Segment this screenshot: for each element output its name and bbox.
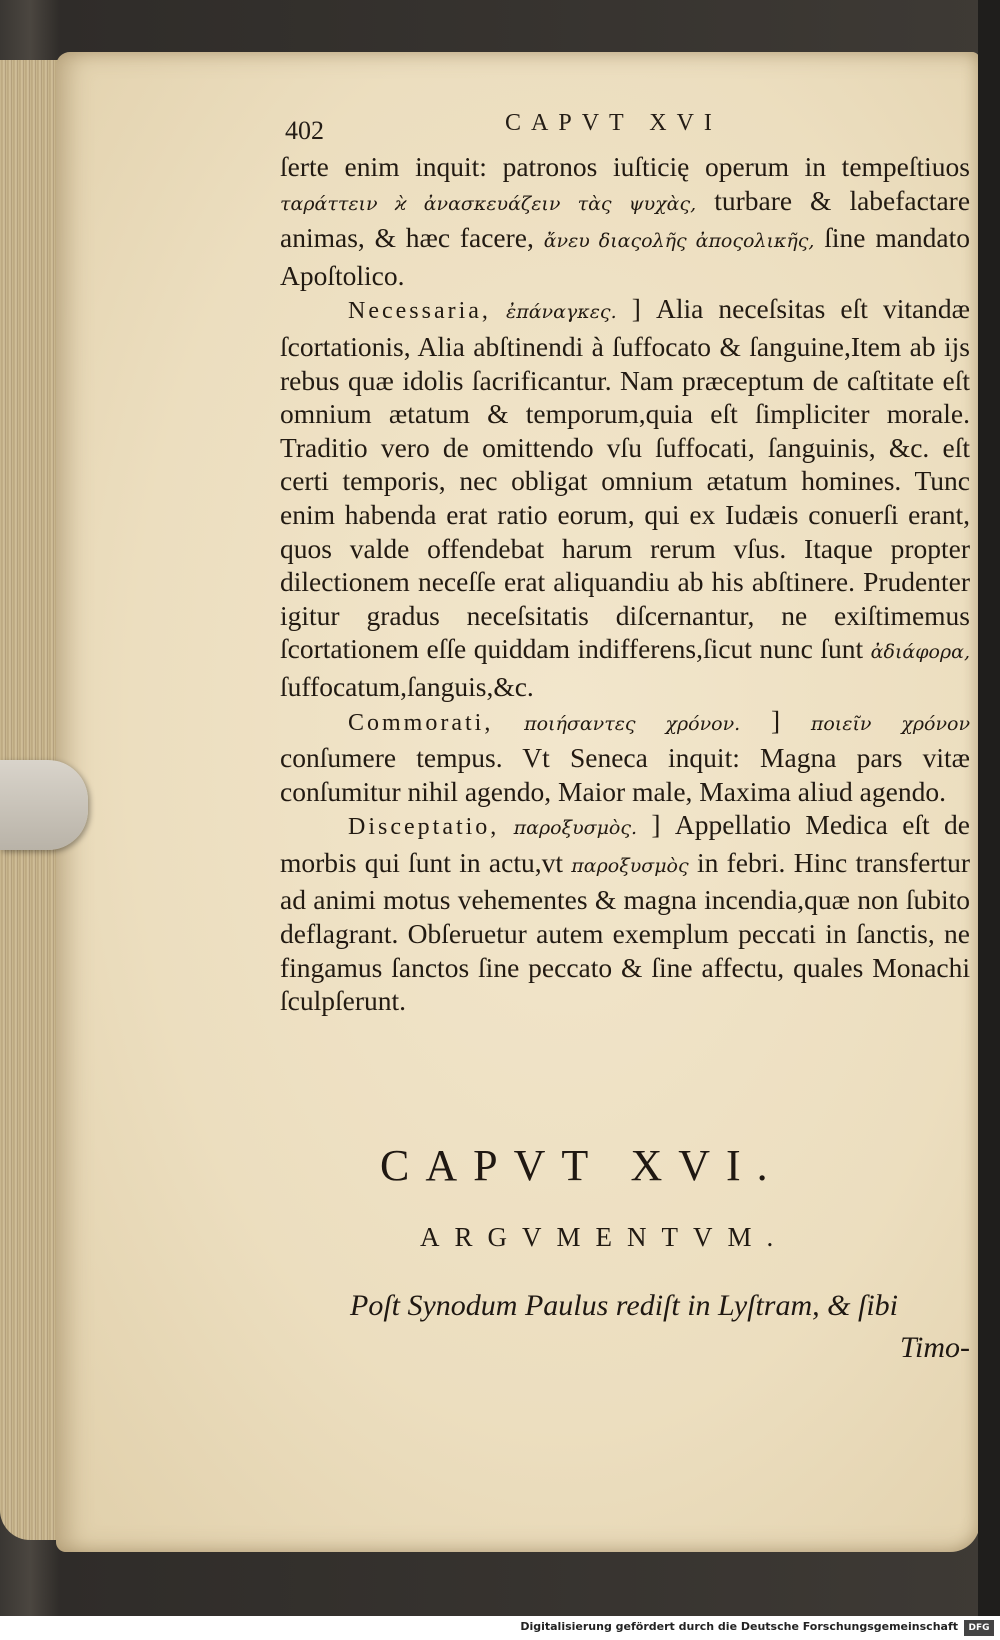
text-span: ſine mandato Apoſtolico. [280,222,971,291]
paragraph-commorati [280,704,970,809]
greek-phrase: παροξυσμὸς. [513,817,638,840]
greek-phrase: ἐπάναγκες. [506,301,617,324]
greek-phrase: ποιεῖν χρόνον [810,712,971,735]
text-span: ] Appellatio Medica eſt de morbis qui ſunt in actu,vt [280,809,970,878]
argument-text [350,1285,970,1369]
chapter-title: CAPVT XVI. [380,1141,784,1190]
text-span: ] Alia neceſsitas eſt vitandæ ſcortationis, Alia abſtinendi à ſuffocato & ſanguine,Item ab ijs rebus quæ idolis ſacrificantur. Nam præceptum de caſtitate eſt omnium ætatum & temporum,quia eſt ſimpliciter morale. Traditio vero de omittendo vſu ſuffocati, ſanguinis, &c. eſt certi temporis, nec obligat omnium ætatum homines. Tunc enim habenda erat ratio eorum, qui ex Iudæis conuerſi erant, quos valde offendebat harum rerum vſus. Itaque propter dilectionem neceſſe erat aliquandiu ab his abſtinere. Prudenter igitur gradus neceſsitatis diſcernantur, ne exiſtimemus ſcortationem eſſe quiddam indifferens,ſicut nunc ſunt [280,293,971,665]
text-span: ſuffocatum,ſanguis,&c. [280,670,534,702]
greek-phrase: ποιήσαντες χρόνον. [524,712,741,735]
greek-phrase: ταράττειν ϰ̀ ἀνασκευάζειν τὰς ψυχὰς, [280,192,697,215]
greek-phrase: ἀδιάφορα, [870,641,971,664]
text-span: ] [770,704,781,736]
funding-credit: Digitalisierung gefördert durch die Deutsche Forschungsgemeinschaft [520,1620,958,1633]
greek-phrase: ἄνευ διαςολῆς ἀποςολικῆς, [543,230,815,253]
dfg-logo-icon: DFG [964,1620,994,1636]
text-span: in febri. Hinc transfertur ad animi motus vehementes & magna incendia,quæ non ſubito deflagrant. Obſeruetur autem exemplum peccati in ſanctis, ne fingamus ſanctos ſine peccato & ſine affectu, quales Monachi ſculpſerunt. [280,846,971,1017]
commentary-text [280,150,970,1018]
argumentum-heading: ARGVMENTVM. [420,1222,789,1252]
text-span: turbare & labefactare animas, & hæc facere, [280,184,971,254]
lemma: Necessaria, [348,298,491,325]
bookmark-tab [0,760,88,850]
argument-line-2: Timo- [899,1331,970,1364]
running-title: CAPVT XVI [505,110,722,136]
lemma: Commorati, [348,709,494,736]
paragraph-necessaria [280,292,970,703]
paragraph-disceptatio [280,808,970,1018]
page-number: 402 [285,116,324,145]
footer-bar [0,1616,1000,1640]
paragraph-1 [280,150,970,292]
scan-edge [978,0,1000,1640]
argument-line-1: Poſt Synodum Paulus rediſt in Lyſtram, & ſibi [350,1289,898,1322]
lemma: Disceptatio, [348,814,500,841]
greek-phrase: παροξυσμὸς [571,854,689,877]
text-span: conſumere tempus. Vt Seneca inquit: Magna pars vitæ conſumitur nihil agendo, Maior male, Maxima aliud agendo. [280,742,970,807]
text-span: ſerte enim inquit: patronos iuſticię operum in tempeſtiuos [280,151,970,182]
